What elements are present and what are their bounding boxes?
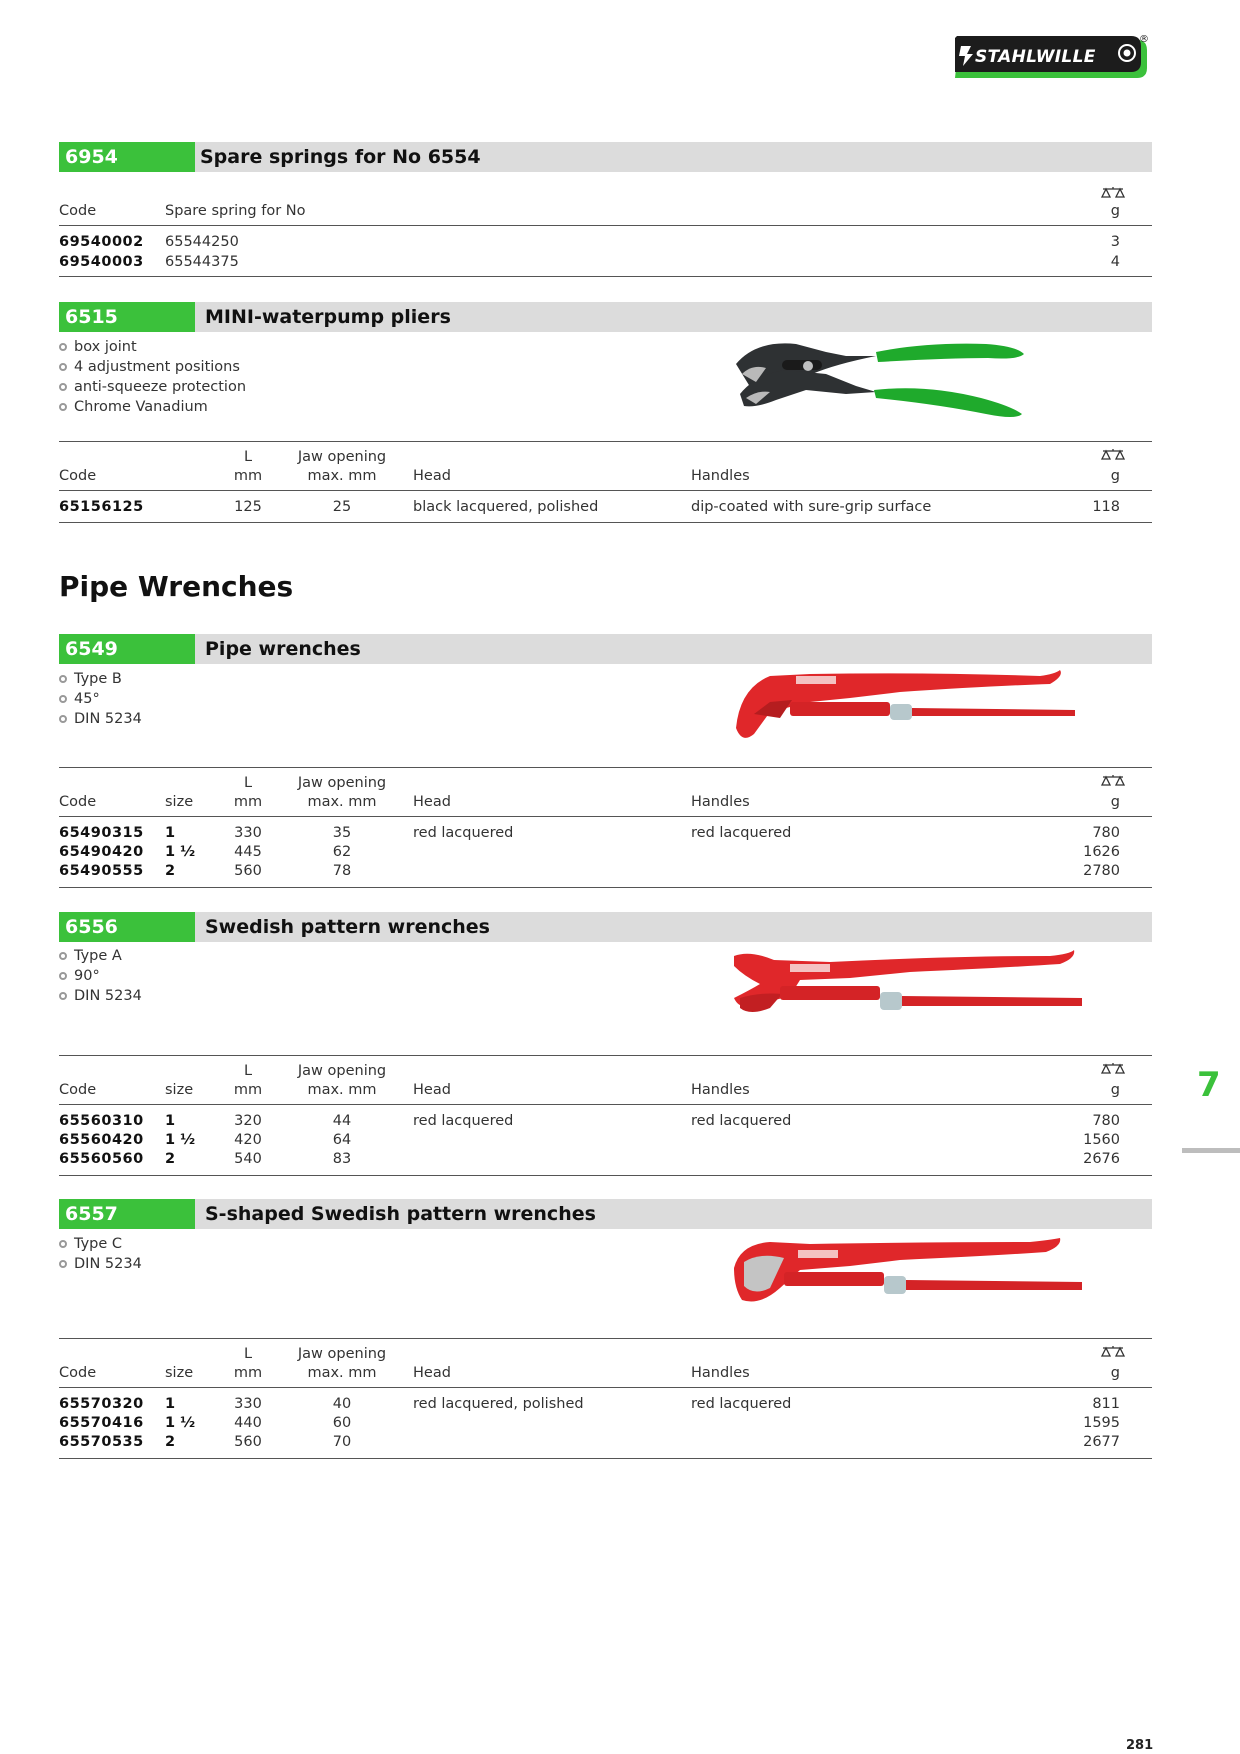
scale-icon (1100, 1345, 1126, 1359)
bullet-icon (59, 403, 67, 411)
divider (59, 522, 1152, 523)
row-handles: red lacquered (691, 825, 792, 841)
row-length: 445 (234, 844, 262, 860)
col-code: Code (59, 1365, 97, 1381)
scale-icon (1100, 448, 1126, 462)
row-code: 65490315 (59, 825, 144, 841)
divider (59, 816, 1152, 817)
col-length: L (243, 1063, 253, 1079)
col-size: size (165, 1082, 194, 1098)
section-number: 6515 (59, 302, 195, 332)
section-title: MINI-waterpump pliers (205, 306, 451, 328)
feature-list (59, 946, 142, 1006)
bullet-icon (59, 343, 67, 351)
row-jaw: 83 (332, 1151, 352, 1167)
bullet-icon (59, 675, 67, 683)
row-code: 65570535 (59, 1434, 144, 1450)
section-header-6515 (59, 302, 1152, 332)
row-size: 1 (165, 825, 176, 841)
row-length: 125 (234, 499, 262, 515)
divider (59, 225, 1152, 226)
section-title: S-shaped Swedish pattern wrenches (205, 1203, 596, 1225)
row-code: 65490420 (59, 844, 144, 860)
col-code: Code (59, 203, 97, 219)
col-mm: mm (233, 1365, 263, 1381)
col-jaw-opening: Jaw opening (297, 1063, 387, 1079)
feature-item: DIN 5234 (59, 986, 142, 1006)
col-code: Code (59, 794, 97, 810)
col-mm: mm (233, 468, 263, 484)
row-head: red lacquered, polished (413, 1396, 584, 1412)
row-size: 2 (165, 863, 176, 879)
row-size: 1 (165, 1396, 176, 1412)
row-weight: 1560 (1083, 1132, 1120, 1148)
row-jaw: 40 (332, 1396, 352, 1412)
col-code: Code (59, 1082, 97, 1098)
row-length: 560 (234, 1434, 262, 1450)
feature-item: DIN 5234 (59, 1254, 142, 1274)
row-size: 2 (165, 1434, 176, 1450)
col-max-mm: max. mm (307, 1365, 377, 1381)
bullet-icon (59, 715, 67, 723)
chapter-tab: 7 (1197, 1065, 1221, 1105)
page-heading: Pipe Wrenches (59, 570, 294, 603)
feature-item: Chrome Vanadium (59, 397, 246, 417)
divider (59, 1387, 1152, 1388)
section-title: Pipe wrenches (205, 638, 361, 660)
section-title: Spare springs for No 6554 (200, 146, 481, 168)
divider (59, 1055, 1152, 1056)
col-jaw-opening: Jaw opening (297, 1346, 387, 1362)
row-spare: 65544250 (165, 234, 239, 250)
row-head: black lacquered, polished (413, 499, 599, 515)
s-shaped-wrench-image (730, 1238, 1086, 1314)
row-weight: 4 (1110, 254, 1120, 270)
divider (59, 1338, 1152, 1339)
chapter-tab-marker (1182, 1148, 1240, 1153)
divider (59, 1458, 1152, 1459)
row-jaw: 62 (332, 844, 352, 860)
bullet-icon (59, 1260, 67, 1268)
col-mm: mm (233, 1082, 263, 1098)
col-max-mm: max. mm (307, 468, 377, 484)
col-handles: Handles (691, 794, 750, 810)
page-number: 281 (1126, 1738, 1154, 1753)
row-head: red lacquered (413, 1113, 514, 1129)
row-spare: 65544375 (165, 254, 239, 270)
row-size: 1 (165, 1113, 176, 1129)
row-code: 65570416 (59, 1415, 144, 1431)
divider (59, 1104, 1152, 1105)
bullet-icon (59, 972, 67, 980)
row-weight: 2780 (1083, 863, 1120, 879)
row-weight: 2677 (1083, 1434, 1120, 1450)
feature-item: 45° (59, 689, 142, 709)
col-head: Head (413, 1082, 451, 1098)
feature-list (59, 337, 246, 417)
scale-icon (1100, 186, 1126, 200)
bullet-icon (59, 1240, 67, 1248)
col-max-mm: max. mm (307, 794, 377, 810)
col-handles: Handles (691, 1082, 750, 1098)
col-weight: g (1110, 1365, 1120, 1381)
row-weight: 811 (1092, 1396, 1120, 1412)
feature-item: Type B (59, 669, 142, 689)
bullet-icon (59, 695, 67, 703)
row-code: 69540003 (59, 254, 144, 270)
col-spare-spring: Spare spring for No (165, 203, 306, 219)
row-length: 440 (234, 1415, 262, 1431)
section-header-6557 (59, 1199, 1152, 1229)
row-code: 65570320 (59, 1396, 144, 1412)
section-header-6549 (59, 634, 1152, 664)
feature-list (59, 1234, 142, 1274)
row-weight: 3 (1110, 234, 1120, 250)
row-jaw: 64 (332, 1132, 352, 1148)
row-size: 2 (165, 1151, 176, 1167)
col-size: size (165, 1365, 194, 1381)
row-jaw: 60 (332, 1415, 352, 1431)
bullet-icon (59, 992, 67, 1000)
row-weight: 118 (1092, 499, 1120, 515)
row-length: 330 (234, 1396, 262, 1412)
divider (59, 276, 1152, 277)
col-handles: Handles (691, 468, 750, 484)
row-length: 540 (234, 1151, 262, 1167)
logo-text: STAHLWILLE (975, 47, 1096, 67)
pipe-wrench-image (730, 668, 1080, 748)
col-head: Head (413, 794, 451, 810)
row-size: 1 ½ (165, 844, 196, 860)
col-mm: mm (233, 794, 263, 810)
row-weight: 1626 (1083, 844, 1120, 860)
divider (59, 887, 1152, 888)
col-handles: Handles (691, 1365, 750, 1381)
col-max-mm: max. mm (307, 1082, 377, 1098)
col-head: Head (413, 1365, 451, 1381)
col-weight: g (1110, 203, 1120, 219)
row-weight: 1595 (1083, 1415, 1120, 1431)
bullet-icon (59, 952, 67, 960)
section-header-6954 (59, 142, 1152, 172)
row-length: 560 (234, 863, 262, 879)
row-size: 1 ½ (165, 1415, 196, 1431)
section-number: 6549 (59, 634, 195, 664)
feature-item: DIN 5234 (59, 709, 142, 729)
row-jaw: 44 (332, 1113, 352, 1129)
row-code: 69540002 (59, 234, 144, 250)
scale-icon (1100, 774, 1126, 788)
divider (59, 441, 1152, 442)
col-jaw-opening: Jaw opening (297, 449, 387, 465)
row-code: 65560420 (59, 1132, 144, 1148)
row-code: 65560560 (59, 1151, 144, 1167)
col-weight: g (1110, 1082, 1120, 1098)
row-size: 1 ½ (165, 1132, 196, 1148)
row-code: 65490555 (59, 863, 144, 879)
col-length: L (243, 1346, 253, 1362)
divider (59, 490, 1152, 491)
section-header-6556 (59, 912, 1152, 942)
col-length: L (243, 449, 253, 465)
feature-item: box joint (59, 337, 246, 357)
divider (59, 1175, 1152, 1176)
feature-list (59, 669, 142, 729)
stahlwille-logo (951, 32, 1152, 84)
row-weight: 2676 (1083, 1151, 1120, 1167)
row-handles: red lacquered (691, 1113, 792, 1129)
feature-item: Type A (59, 946, 142, 966)
feature-item: 90° (59, 966, 142, 986)
section-title: Swedish pattern wrenches (205, 916, 490, 938)
feature-item: 4 adjustment positions (59, 357, 246, 377)
col-length: L (243, 775, 253, 791)
row-jaw: 78 (332, 863, 352, 879)
col-weight: g (1110, 794, 1120, 810)
col-size: size (165, 794, 194, 810)
col-weight: g (1110, 468, 1120, 484)
divider (59, 767, 1152, 768)
row-code: 65156125 (59, 499, 144, 515)
row-length: 330 (234, 825, 262, 841)
col-code: Code (59, 468, 97, 484)
row-handles: red lacquered (691, 1396, 792, 1412)
row-head: red lacquered (413, 825, 514, 841)
scale-icon (1100, 1062, 1126, 1076)
row-weight: 780 (1092, 825, 1120, 841)
feature-item: anti-squeeze protection (59, 377, 246, 397)
row-length: 420 (234, 1132, 262, 1148)
row-length: 320 (234, 1113, 262, 1129)
row-code: 65560310 (59, 1113, 144, 1129)
col-jaw-opening: Jaw opening (297, 775, 387, 791)
section-number: 6954 (59, 142, 195, 172)
row-jaw: 25 (332, 499, 352, 515)
feature-item: Type C (59, 1234, 142, 1254)
bullet-icon (59, 363, 67, 371)
registered-mark: ® (1139, 34, 1149, 45)
row-jaw: 70 (332, 1434, 352, 1450)
row-handles: dip-coated with sure-grip surface (691, 499, 932, 515)
bullet-icon (59, 383, 67, 391)
row-jaw: 35 (332, 825, 352, 841)
waterpump-pliers-image (726, 334, 1026, 424)
swedish-wrench-image (730, 950, 1090, 1026)
col-head: Head (413, 468, 451, 484)
section-number: 6556 (59, 912, 195, 942)
section-number: 6557 (59, 1199, 195, 1229)
row-weight: 780 (1092, 1113, 1120, 1129)
